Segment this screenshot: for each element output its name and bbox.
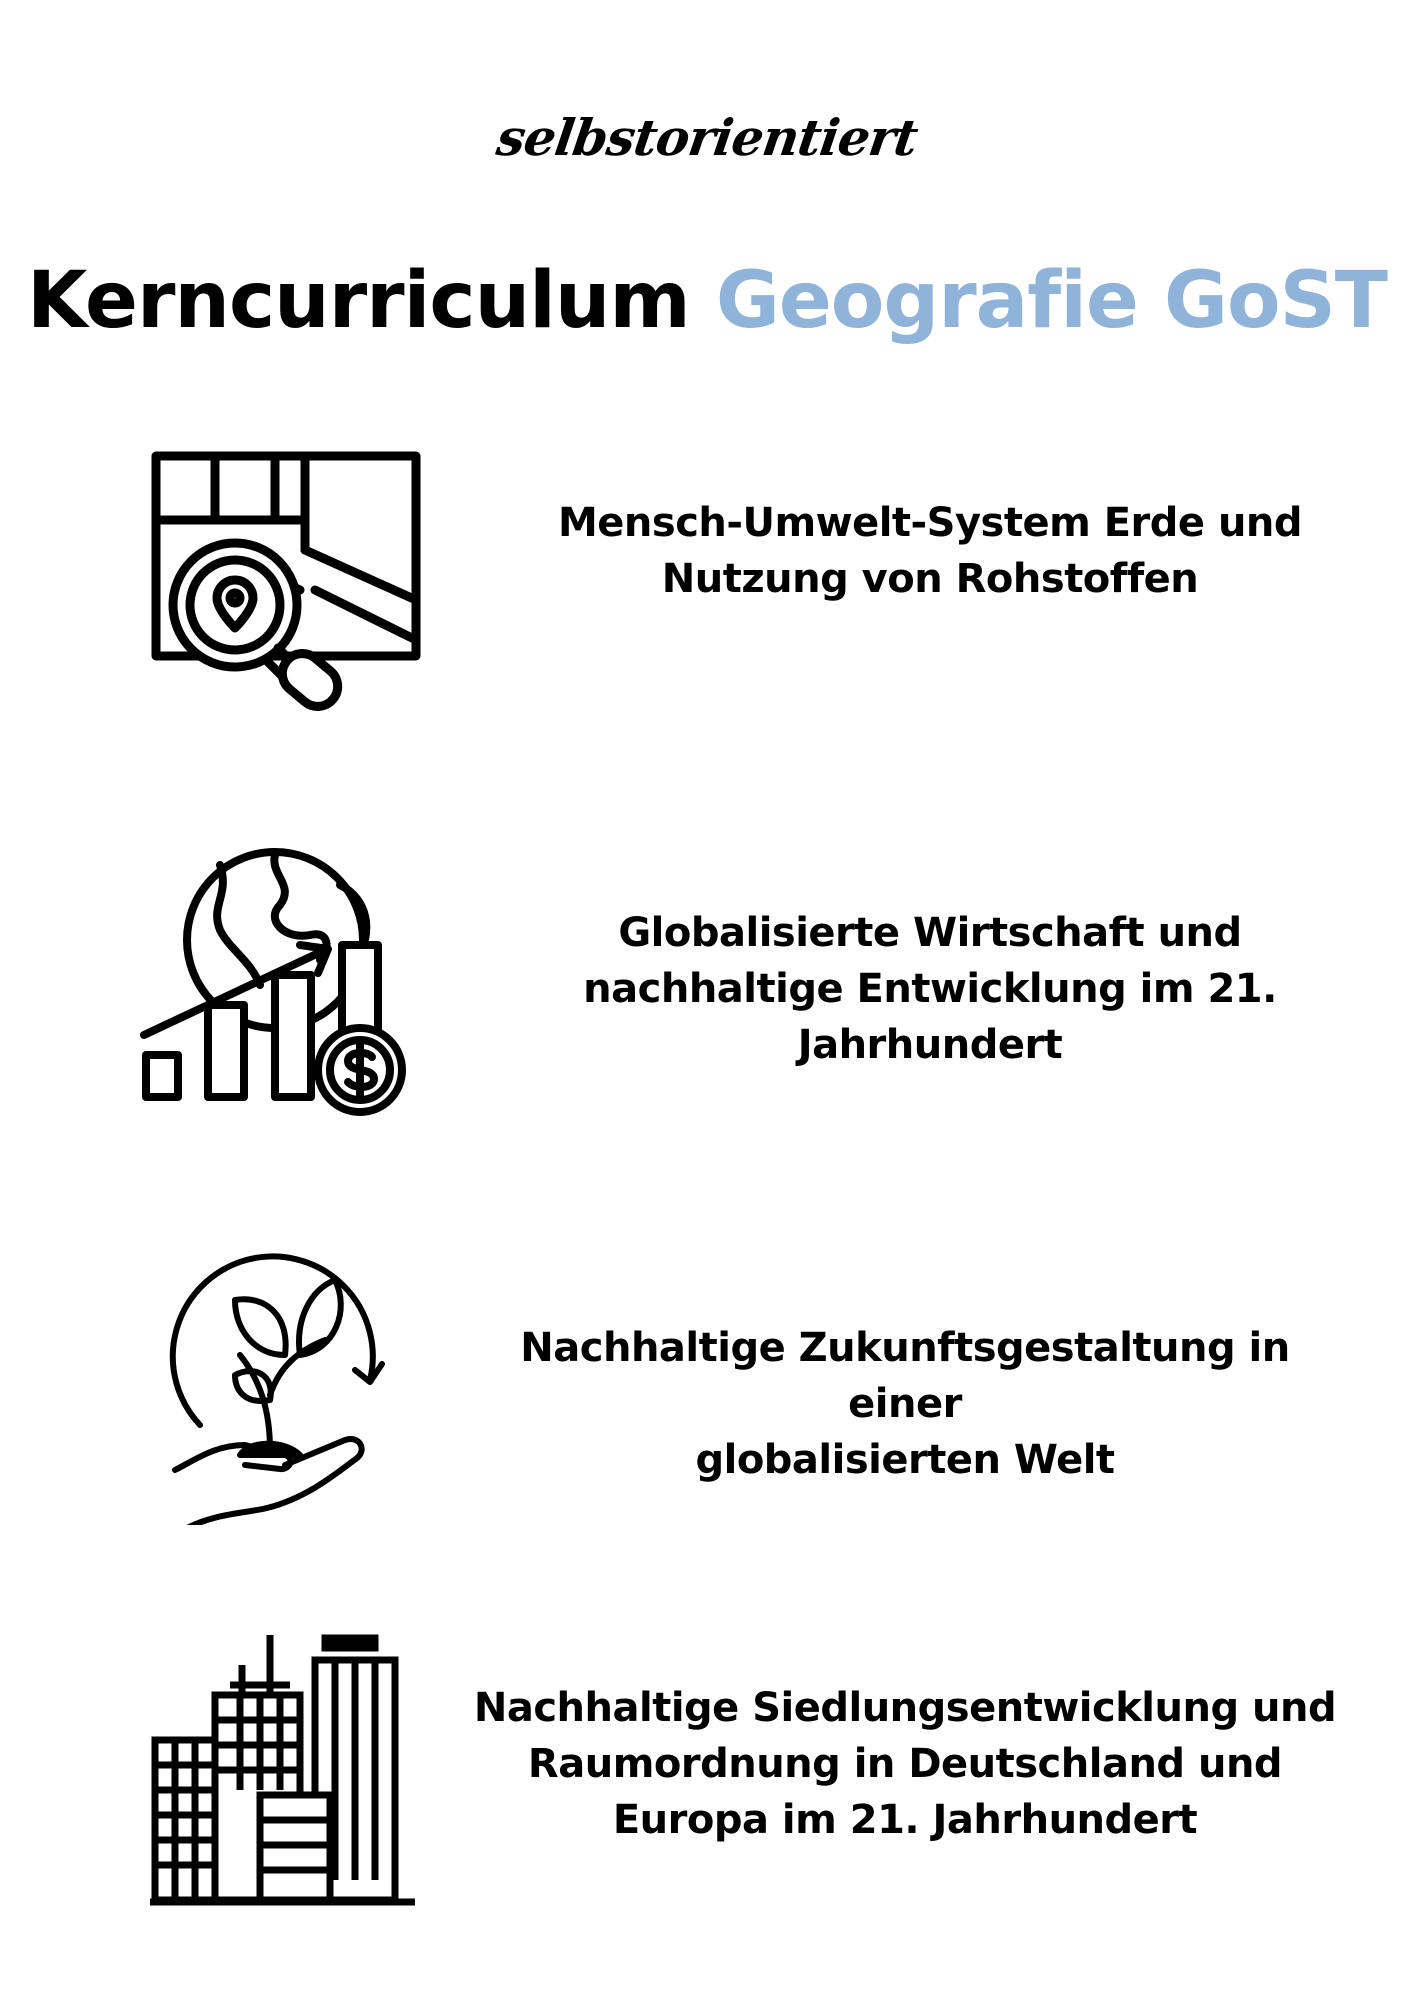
map-search-icon xyxy=(150,450,430,730)
topic-3-text xyxy=(470,1320,1340,1488)
topic-2-line-3: Jahrhundert xyxy=(797,1022,1063,1068)
topic-1-text xyxy=(520,495,1340,607)
topic-4-line-2: Raumordnung in Deutschland und xyxy=(527,1741,1283,1787)
title-part-1: Kerncurriculum xyxy=(26,256,690,346)
topic-2-line-1: Globalisierte Wirtschaft und xyxy=(618,910,1242,956)
global-economy-icon xyxy=(140,845,420,1125)
city-buildings-icon xyxy=(150,1630,420,1910)
topic-4-text xyxy=(470,1680,1340,1848)
topic-4-line-3: Europa im 21. Jahrhundert xyxy=(612,1797,1198,1843)
topic-3-line-1: Nachhaltige Zukunftsgestaltung in einer xyxy=(520,1325,1290,1427)
topic-1-line-2: Nutzung von Rohstoffen xyxy=(661,556,1199,602)
brand-logo: selbstorientiert xyxy=(493,108,921,167)
page-title xyxy=(0,256,1414,346)
topic-2-text xyxy=(520,905,1340,1073)
topic-1-line-1: Mensch-Umwelt-System Erde und xyxy=(557,500,1303,546)
topic-2-line-2: nachhaltige Entwicklung im 21. xyxy=(583,966,1277,1012)
plant-hand-icon xyxy=(165,1245,405,1525)
topic-3-line-2: globalisierten Welt xyxy=(695,1437,1115,1483)
topic-4-line-1: Nachhaltige Siedlungsentwicklung und xyxy=(473,1685,1337,1731)
title-part-2: Geografie GoST xyxy=(715,256,1388,346)
